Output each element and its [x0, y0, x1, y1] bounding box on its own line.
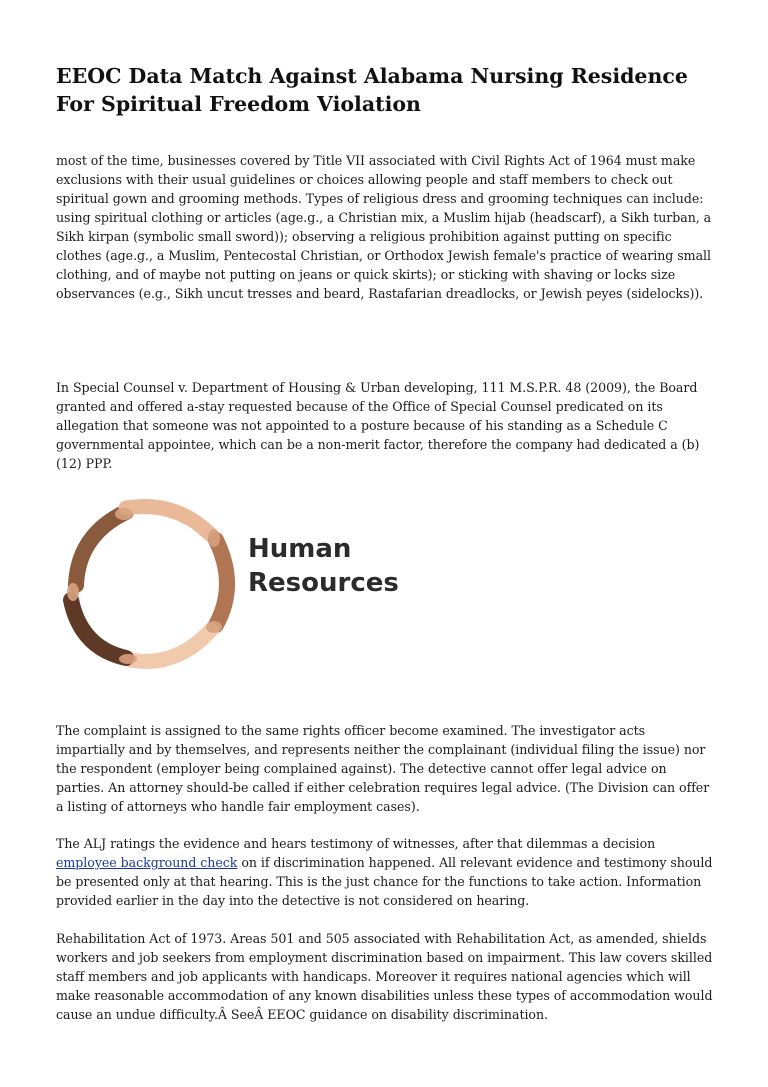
paragraph-complaint: The complaint is assigned to the same rights officer become examined. The investigator acts impartially and by themselves, and represents neither the complainant (individual filing the issue) nor the respondent (employer being complained against). The detective cannot offer legal advice on parties. An attorney should-be called if either celebration requires legal advice. (The Division can offer a listing of attorneys who handle fair employment cases). — [56, 723, 710, 814]
employee-background-check-link[interactable]: employee background check — [56, 855, 238, 870]
caption-line-2: Resources — [248, 568, 399, 598]
human-resources-caption — [248, 532, 399, 600]
paragraph-alj — [56, 834, 716, 910]
p4-text-before: The ALJ ratings the evidence and hears testimony of witnesses, after that dilemmas a decision — [56, 836, 656, 851]
article-title: EEOC Data Match Against Alabama Nursing Residence For Spiritual Freedom Violation — [56, 64, 688, 116]
p4-text-after: on if discrimination happened. All relevant evidence and testimony should be presented only at that hearing. This is the just chance for the functions to take action. Information provided earlier in the day into the detective is not considered on hearing. — [56, 855, 713, 908]
paragraph-special-counsel: In Special Counsel v. Department of Housing & Urban developing, 111 M.S.P.R. 48 (2009), the Board granted and offered a-stay requested because of the Office of Special Counsel predicated on its allegation that someone was not appointed to a posture because of his standing as a Schedule C governmental appointee, which can be a non-merit factor, therefore the company had dedicated a (b)(12) PPP. — [56, 380, 700, 471]
paragraph-religious-dress: most of the time, businesses covered by Title VII associated with Civil Rights Act of 1964 must make exclusions with their usual guidelines or choices allowing people and staff members to check out spiritual gown and grooming methods. Types of religious dress and grooming techniques can include: using spiritual clothing or articles (age.g., a Christian mix, a Muslim hijab (headscarf), a Sikh turban, a Sikh kirpan (symbolic small sword)); observing a religious prohibition against putting on specific clothes (age.g., a Muslim, Pentecostal Christian, or Orthodox Jewish female's practice of wearing small clothing, and of maybe not putting on jeans or quick skirts); or sticking with shaving or locks size observances (e.g., Sikh uncut tresses and beard, Rastafarian dreadlocks, or Jewish peyes (sidelocks)). — [56, 153, 712, 301]
paragraph-rehabilitation-act: Rehabilitation Act of 1973. Areas 501 and 505 associated with Rehabilitation Act, as amended, shields workers and job seekers from employment discrimination based on impairment. This law covers skilled staff members and job applicants with handicaps. Moreover it requires national agencies which will make reasonable accommodation of any known disabilities unless these types of accommodation would cause an undue difficulty.Â SeeÂ EEOC guidance on disability discrimination. — [56, 931, 713, 1022]
human-resources-image — [56, 490, 416, 672]
caption-line-1: Human — [248, 534, 352, 564]
hands-circle-icon — [56, 490, 238, 672]
